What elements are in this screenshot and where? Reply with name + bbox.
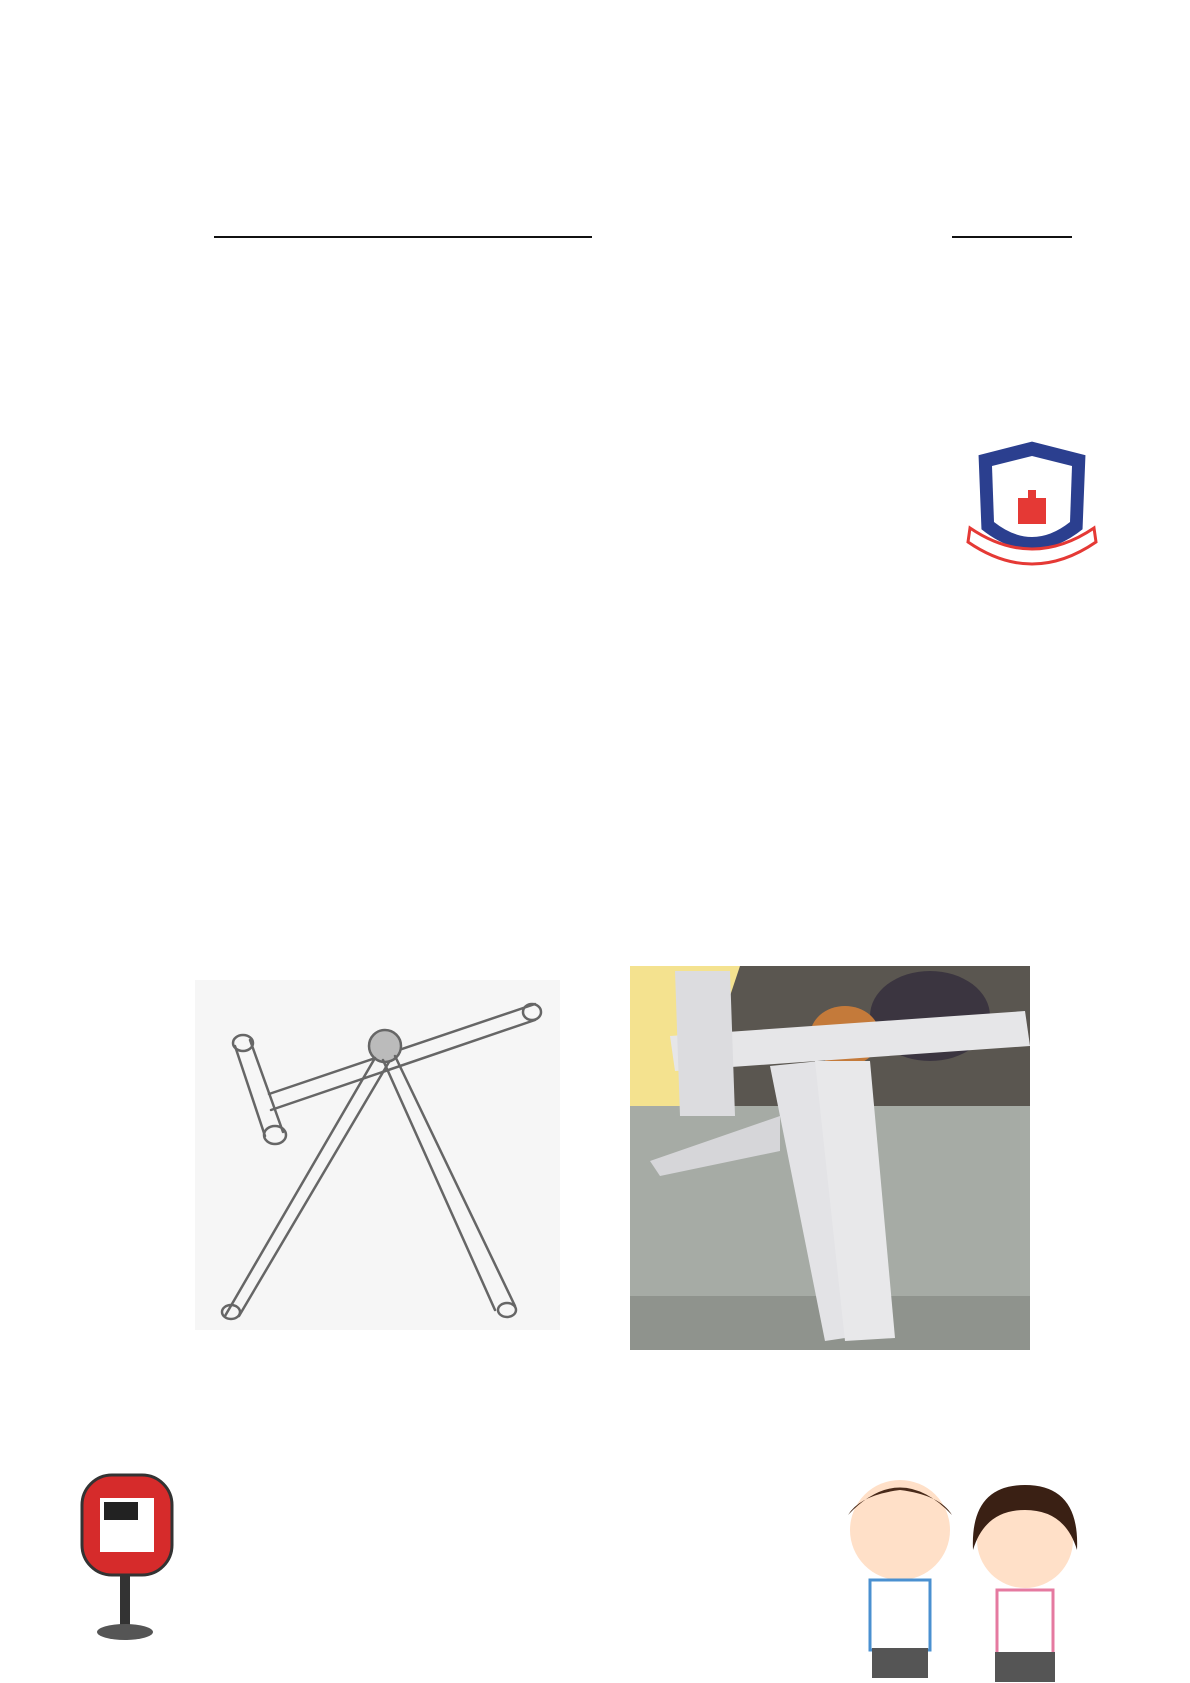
paper-model-photo <box>630 966 1030 1350</box>
paper-model-sketch <box>195 980 560 1330</box>
